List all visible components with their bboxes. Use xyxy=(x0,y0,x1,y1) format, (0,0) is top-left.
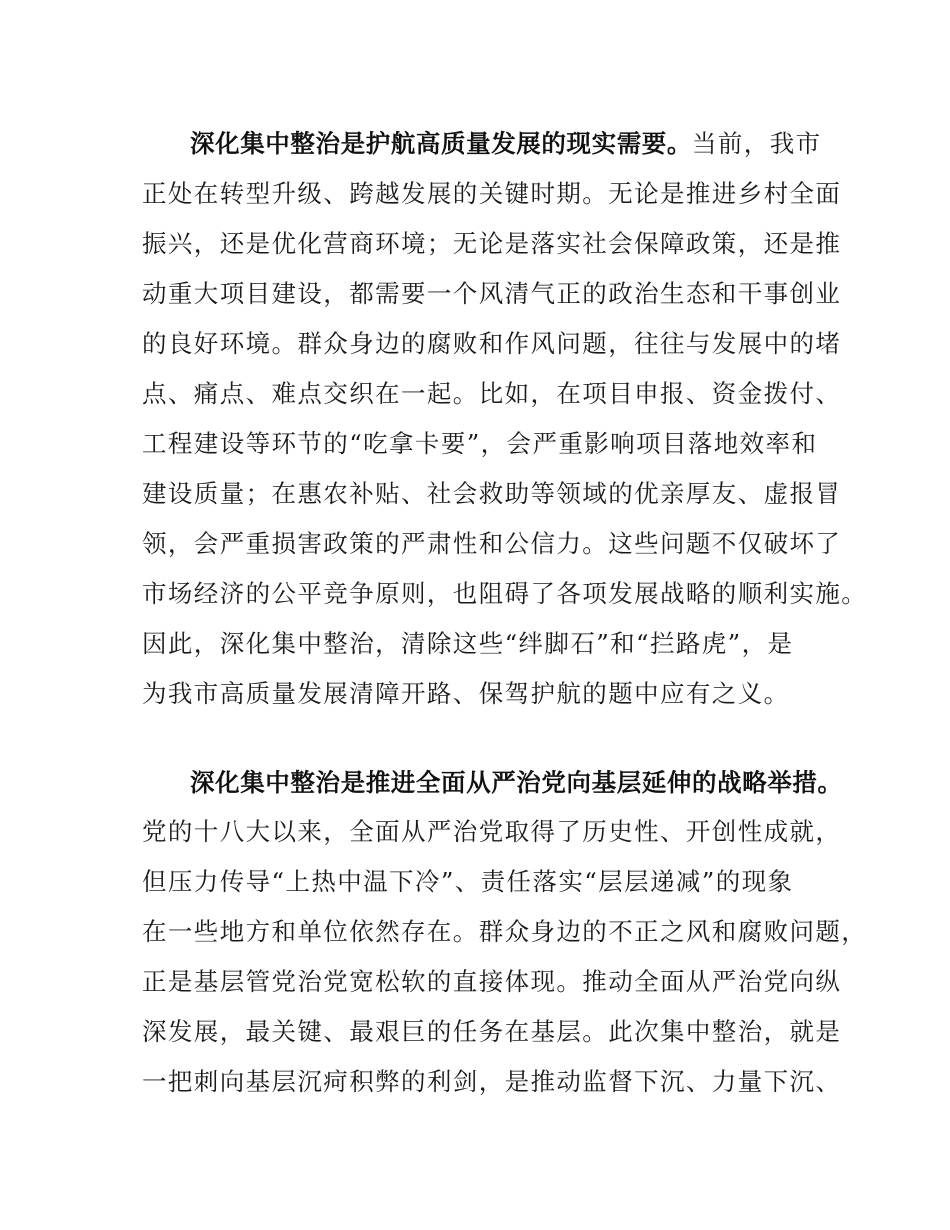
paragraph-lead: 深化集中整治是推进全面从严治党向基层延伸的战略举措。 xyxy=(190,768,843,797)
paragraph-line: 点、痛点、难点交织在一起。比如，在项目申报、资金拨付、 xyxy=(142,379,842,408)
paragraph-line: 建设质量；在惠农补贴、社会救助等领域的优亲厚友、虚报冒 xyxy=(142,479,842,508)
paragraph-line: 在一些地方和单位依然存在。群众身边的不正之风和腐败问题， xyxy=(142,917,868,946)
paragraph-line: 但压力传导“上热中温下冷”、责任落实“层层递减”的现象 xyxy=(142,867,794,896)
paragraph-line: 振兴，还是优化营商环境；无论是落实社会保障政策，还是推 xyxy=(142,229,842,258)
paragraph-line: 一把刺向基层沉疴积弊的利剑，是推动监督下沉、力量下沉、 xyxy=(142,1067,842,1096)
paragraph-line: 正是基层管党治党宽松软的直接体现。推动全面从严治党向纵 xyxy=(142,967,842,996)
paragraph-lead: 深化集中整治是护航高质量发展的现实需要。 xyxy=(190,129,692,158)
paragraph-line: 市场经济的公平竞争原则，也阻碍了各项发展战略的顺利实施。 xyxy=(142,579,868,608)
paragraph-line: 党的十八大以来，全面从严治党取得了历史性、开创性成就， xyxy=(142,817,842,846)
paragraph-line xyxy=(190,129,822,159)
paragraph-line: 工程建设等环节的“吃拿卡要”，会严重影响项目落地效率和 xyxy=(142,429,818,458)
paragraph-line: 正处在转型升级、跨越发展的关键时期。无论是推进乡村全面 xyxy=(142,179,842,208)
paragraph-line: 的良好环境。群众身边的腐败和作风问题，往往与发展中的堵 xyxy=(142,329,842,358)
line-text: 当前，我市 xyxy=(692,129,822,158)
paragraph-line: 因此，深化集中整治，清除这些“绊脚石”和“拦路虎”，是 xyxy=(142,629,794,658)
paragraph-line: 为我市高质量发展清障开路、保驾护航的题中应有之义。 xyxy=(142,679,790,708)
paragraph-line xyxy=(190,768,843,798)
paragraph-line: 动重大项目建设，都需要一个风清气正的政治生态和干事创业 xyxy=(142,279,842,308)
paragraph-line: 领，会严重损害政策的严肃性和公信力。这些问题不仅破坏了 xyxy=(142,529,842,558)
paragraph-line: 深发展，最关键、最艰巨的任务在基层。此次集中整治，就是 xyxy=(142,1017,842,1046)
